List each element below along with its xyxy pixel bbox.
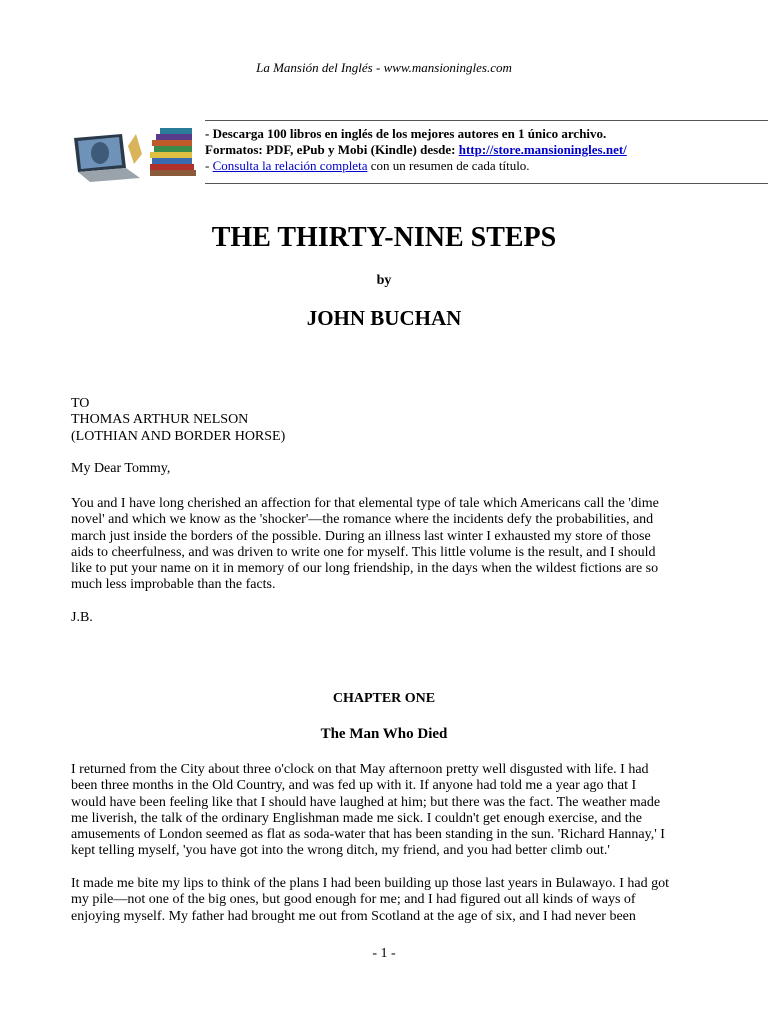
- signature: J.B.: [71, 610, 93, 625]
- letter-paragraph: [71, 496, 716, 594]
- text-line: I returned from the City about three o'clock on that May afternoon pretty well disgusted with life. I had: [71, 762, 649, 777]
- text-line: aids to cheerfulness, and was driven to write one for myself. This little volume is the result, and I should: [71, 544, 656, 560]
- text-line: been three months in the Old Country, and was fed up with it. If anyone had told me a year ago that I: [71, 778, 637, 794]
- store-link[interactable]: http://store.mansioningles.net/: [458, 142, 627, 157]
- text-line: march just inside the borders of the possible. During an illness last winter I exhausted my store of those: [71, 528, 651, 544]
- text-line: It made me bite my lips to think of the plans I had been building up those last years in Bulawayo. I had got: [71, 876, 669, 891]
- chapter-paragraph: [71, 876, 716, 925]
- banner-line-2: [205, 142, 768, 158]
- laptop-books-icon: [70, 124, 198, 184]
- banner-line-3: [205, 158, 768, 174]
- book-by: by: [376, 273, 392, 288]
- text-line: novel' and which we know as the 'shocker'—the romance where the incidents defy the probabilities, and: [71, 512, 654, 528]
- dedication-line: (LOTHIAN AND BORDER HORSE): [71, 428, 286, 444]
- text-line: amusements of London seemed as flat as soda-water that has been standing in the sun. 'Richard Hannay,' I: [71, 827, 665, 843]
- text-line: You and I have long cherished an affection for that elemental type of tale which Americans call the 'dime: [71, 496, 659, 511]
- text-line: me liverish, the talk of the ordinary Englishman made me sick. I couldn't get enough exercise, and the: [71, 810, 642, 826]
- dedication-line: THOMAS ARTHUR NELSON: [71, 412, 249, 428]
- banner-line-3-suffix: con un resumen de cada título.: [367, 158, 530, 173]
- text-line: like to put your name on it in memory of our long friendship, in the days when the wildest fictions are so: [71, 561, 659, 577]
- catalog-link[interactable]: Consulta la relación completa: [212, 158, 368, 173]
- dedication: [71, 396, 716, 445]
- chapter-paragraph: [71, 762, 716, 860]
- dedication-line: TO: [71, 396, 90, 411]
- banner-line-2-text: Formatos: PDF, ePub y Mobi (Kindle) desde:: [205, 142, 459, 157]
- book-title: THE THIRTY-NINE STEPS: [211, 222, 557, 253]
- text-line: kept telling myself, 'you have got into the wrong ditch, my friend, and you had better climb out.': [71, 843, 610, 859]
- text-line: would have been feeling like that I should have laughed at him; but there was the fact. The weather made: [71, 794, 661, 810]
- banner-line-1: - Descarga 100 libros en inglés de los mejores autores en 1 único archivo.: [205, 126, 607, 141]
- book-author: JOHN BUCHAN: [306, 306, 462, 330]
- chapter-heading: CHAPTER ONE: [332, 691, 436, 706]
- header-text: La Mansión del Inglés - www.mansioningles.com: [256, 60, 512, 75]
- salutation: My Dear Tommy,: [71, 461, 171, 476]
- chapter-subtitle: The Man Who Died: [320, 726, 448, 742]
- page-header: [0, 60, 768, 76]
- promo-banner: [70, 120, 718, 186]
- banner-line-3-prefix: -: [205, 158, 213, 173]
- text-line: much less improbable than the facts.: [71, 577, 276, 593]
- text-line: enjoying myself. My father had brought me out from Scotland at the age of six, and I had never been: [71, 908, 636, 924]
- page-number: - 1 -: [372, 946, 396, 961]
- text-line: my pile—not one of the big ones, but good enough for me; and I had figured out all kinds of ways of: [71, 892, 636, 908]
- banner-text-box: [205, 120, 768, 184]
